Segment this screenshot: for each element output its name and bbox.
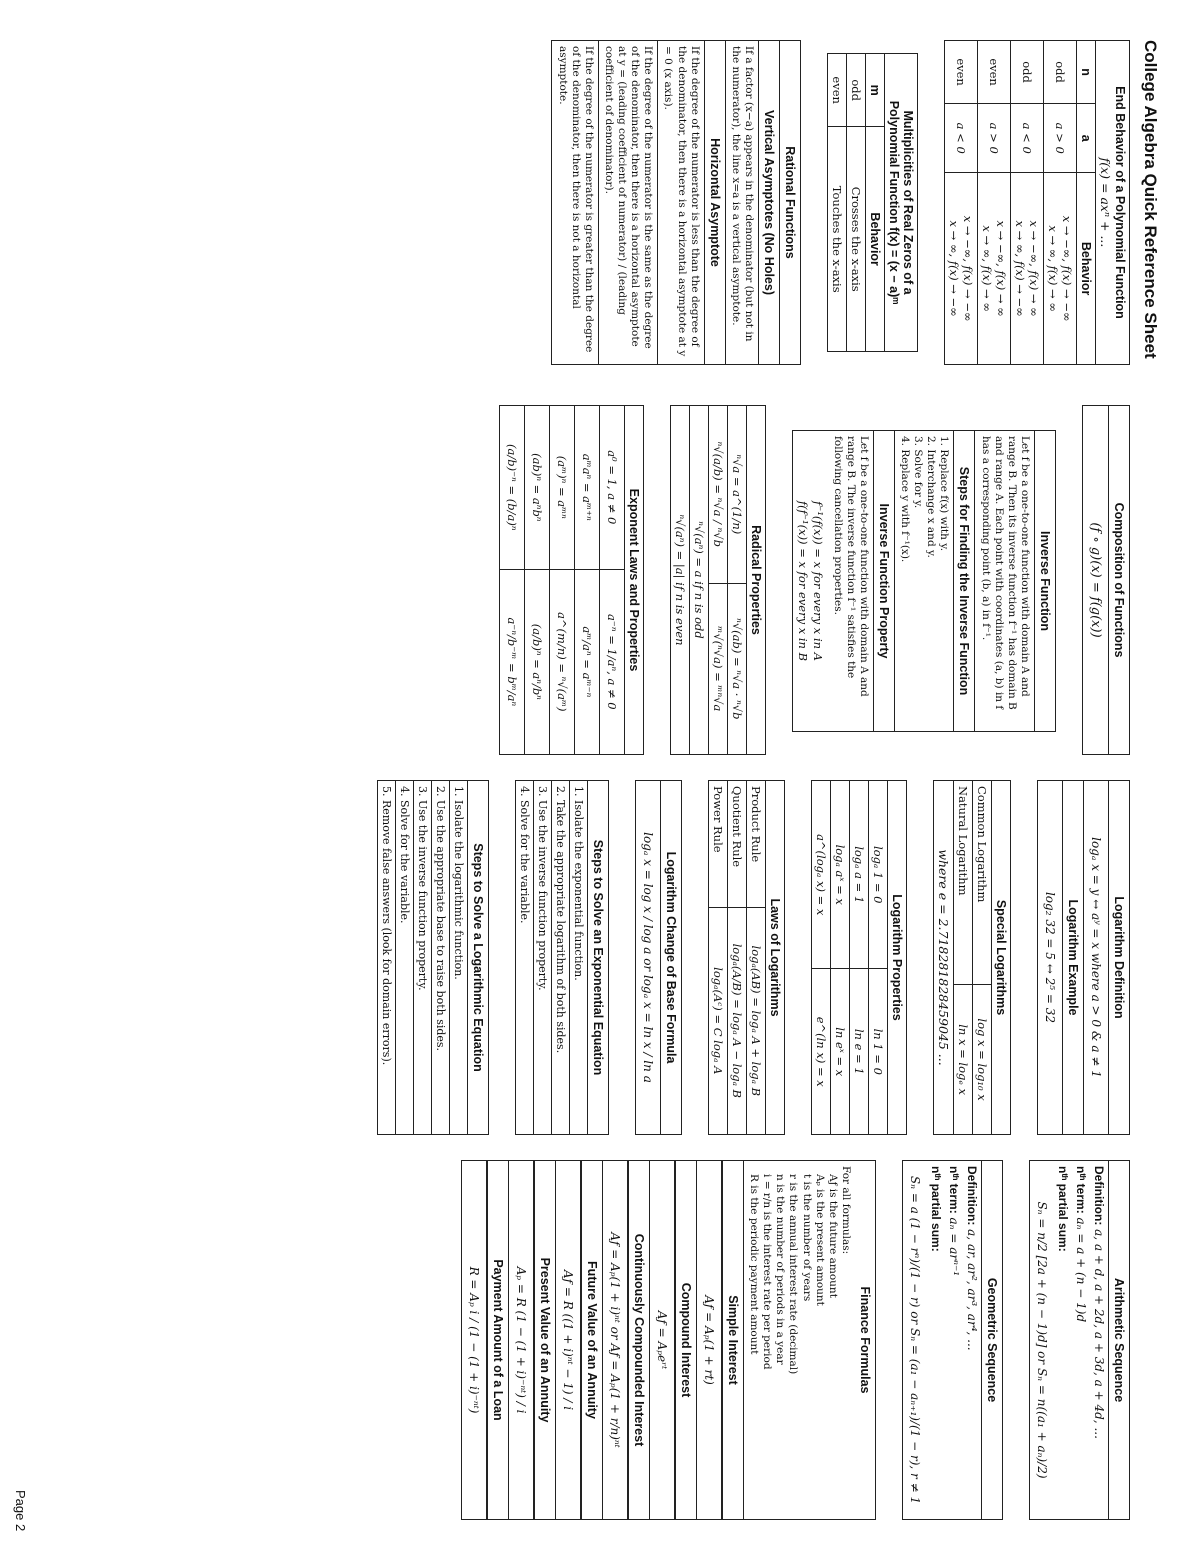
- table-row: [812, 781, 831, 1135]
- arithmetic-sequence-heading: Arithmetic Sequence: [1108, 1161, 1129, 1519]
- table-row: [524, 406, 549, 755]
- horizontal-asymptote-rule: If the degree of the numerator is less than the degree of the denominator, then there is a horizontal asymptote at y = 0 (x axis).: [662, 46, 701, 357]
- col-header-behavior: Behavior: [1077, 173, 1096, 365]
- table-row: [709, 781, 728, 1135]
- exponential-equation-heading: Steps to Solve an Exponential Equation: [587, 781, 608, 1134]
- cell-behavior: [945, 173, 978, 365]
- future-value-annuity-formula: Aƒ = R ((1 + i)ⁿᵗ − 1) / i: [556, 1161, 581, 1519]
- log-definition-box: [1037, 780, 1130, 1135]
- simple-interest-heading: Simple Interest: [722, 1161, 744, 1519]
- table-row: [599, 406, 624, 755]
- table-row: [747, 781, 766, 1135]
- col-header-behavior: Behavior: [866, 127, 885, 352]
- table-row: [954, 781, 973, 1135]
- radical-rule: ⁿ√(ab) = ⁿ√a · ⁿ√b: [727, 583, 746, 754]
- geometric-sequence-heading: Geometric Sequence: [981, 1161, 1002, 1519]
- log-property: e^(ln x) = x: [812, 969, 831, 1135]
- loan-payment-formula: R = Aₚ i / (1 − (1 + i)⁻ⁿᵗ): [462, 1161, 487, 1519]
- behavior-line: x → ∞, f(x) → ∞: [980, 225, 994, 312]
- log-properties-heading: Logarithm Properties: [888, 781, 907, 1135]
- radical-properties-table: [670, 405, 766, 755]
- exponent-rule: aᵐaⁿ = aᵐ⁺ⁿ: [574, 406, 599, 570]
- table-row: [847, 54, 866, 352]
- inverse-function-heading: Inverse Function: [1034, 431, 1055, 731]
- table-row: [670, 406, 689, 755]
- finance-variable: Aƒ is the future amount: [826, 1174, 839, 1298]
- log-law-name: Quotient Rule: [728, 781, 747, 908]
- finance-formulas-heading: Finance Formulas: [858, 1286, 872, 1394]
- multiplicities-title-line1: Multiplicities of Real Zeros of a: [901, 110, 915, 295]
- radical-rule: ⁿ√(aⁿ) = |a| if n is even: [670, 406, 689, 755]
- cell-n: odd: [1044, 41, 1077, 104]
- composition-box: [1082, 405, 1130, 755]
- cell-behavior: Crosses the x-axis: [847, 127, 866, 352]
- finance-intro: For all formulas:: [840, 1166, 852, 1255]
- log-example-heading: Logarithm Example: [1062, 781, 1084, 1134]
- definition-label: Definition:: [965, 1166, 979, 1226]
- table-row: [973, 781, 992, 1135]
- radical-rule: ⁿ√(a/b) = ⁿ√a / ⁿ√b: [708, 406, 727, 584]
- exponent-rule: aᵐ/aⁿ = aᵐ⁻ⁿ: [574, 569, 599, 754]
- end-behavior-table: [944, 40, 1130, 365]
- cell-behavior: Touches the x-axis: [828, 127, 847, 352]
- inverse-steps-heading: Steps for Finding the Inverse Function: [954, 431, 976, 731]
- log-property: a^(logₐ x) = x: [812, 781, 831, 969]
- nth-term-value: aₙ = arⁿ⁻¹: [947, 1217, 961, 1277]
- log-property: logₐ aˣ = x: [831, 781, 850, 969]
- inverse-property-text: Let f be a one-to-one function with domain A and range B. The inverse function f⁻¹ satisfies the following cancellation properties.: [831, 436, 870, 697]
- behavior-line: x → ∞, f(x) → −∞: [947, 220, 961, 317]
- behavior-line: x → ∞, f(x) → −∞: [1013, 220, 1027, 317]
- finance-variable: n is the number of periods in a year: [774, 1174, 787, 1365]
- table-row: [708, 406, 727, 755]
- log-law-formula: logₐ(A/B) = logₐ A − logₐ B: [728, 907, 747, 1134]
- inverse-function-text: Let f be a one-to-one function with domain A and range B. Then its inverse function f⁻¹ has domain B and range A. Each point with coordinates (a, b) in f has a corresponding point (b, a) in f⁻¹.: [979, 436, 1031, 710]
- table-row: [1011, 41, 1044, 365]
- cell-m: odd: [847, 54, 866, 127]
- exponent-rule: a⁰ = 1, a ≠ 0: [599, 406, 624, 570]
- exponent-laws-heading: Exponent Laws and Properties: [624, 406, 643, 755]
- rational-functions-box: [552, 40, 802, 365]
- table-row: [727, 406, 746, 755]
- arithmetic-partial-sum: [1054, 1161, 1072, 1519]
- end-behavior-heading: [1096, 41, 1130, 365]
- nth-term-label: nᵗʰ term:: [947, 1166, 961, 1214]
- radical-rule: ⁿ√(aⁿ) = a if n is odd: [689, 406, 708, 755]
- finance-variables: [744, 1161, 855, 1519]
- cell-a: a > 0: [1044, 104, 1077, 173]
- exponent-rule: a^(m/n) = ⁿ√(aᵐ): [549, 569, 574, 754]
- loan-payment-heading: Payment Amount of a Loan: [487, 1161, 509, 1519]
- change-of-base-box: [635, 780, 682, 1135]
- step-item: 4. Replace y with f⁻¹(x).: [899, 436, 912, 563]
- geometric-sequence-box: [902, 1160, 1003, 1520]
- inverse-property-formula: f⁻¹(f(x)) = x for every x in A: [810, 501, 825, 661]
- present-value-annuity-heading: Present Value of an Annuity: [534, 1161, 556, 1519]
- inverse-function-box: [792, 430, 1056, 732]
- step-item: 1. Isolate the exponential function.: [572, 786, 585, 981]
- geometric-partial-sum-formula: Sₙ = a (1 − rⁿ)/(1 − r) or Sₙ = (a₁ − aₙ₊₁)/(1 − r), r ≠ 1: [908, 1175, 922, 1505]
- log-name: Natural Logarithm: [954, 781, 973, 985]
- step-item: 1. Isolate the logarithmic function.: [452, 786, 465, 980]
- radical-rule: ⁿ√a = a^(1/n): [727, 406, 746, 584]
- horizontal-asymptote-rule: If the degree of the numerator is greater than the degree of the denominator, then there is not a horizontal asymptote.: [553, 41, 599, 364]
- behavior-line: x → ∞, f(x) → ∞: [1046, 225, 1060, 312]
- cell-a: a > 0: [978, 104, 1011, 173]
- page-number: Page 2: [13, 1490, 28, 1532]
- table-row: [831, 781, 850, 1135]
- exponent-rule: (a/b)⁻ⁿ = (b/a)ⁿ: [499, 406, 524, 570]
- simple-interest-formula: Aƒ = Aₚ(1 + rt): [697, 1161, 722, 1519]
- table-row: [850, 781, 869, 1135]
- logarithmic-equation-heading: Steps to Solve a Logarithmic Equation: [467, 781, 488, 1134]
- log-property: ln e = 1: [850, 969, 869, 1135]
- log-law-name: Power Rule: [709, 781, 728, 908]
- radical-properties-heading: Radical Properties: [746, 406, 765, 755]
- exponent-rule: (ab)ⁿ = aⁿbⁿ: [524, 406, 549, 570]
- table-row: [499, 406, 524, 755]
- log-formula: ln x = logₑ x: [954, 985, 973, 1135]
- compound-interest-heading: Compound Interest: [675, 1161, 697, 1519]
- horizontal-asymptote-rule: If the degree of the numerator is the same as the degree of the denominator, then there is a horizontal asymptote at y = (leading coefficient of numerator) / (leading coefficient of denominator).: [599, 41, 659, 364]
- col-header-m: m: [866, 54, 885, 127]
- change-of-base-heading: Logarithm Change of Base Formula: [660, 781, 681, 1134]
- page-title: College Algebra Quick Reference Sheet: [1141, 40, 1160, 359]
- table-row: [828, 54, 847, 352]
- multiplicities-title-line2: Polynomial Function f(x) = (x − a)ᵐ: [887, 100, 901, 305]
- geometric-partial-sum: [927, 1161, 945, 1519]
- cell-n: even: [978, 41, 1011, 104]
- arithmetic-sequence-box: [1029, 1160, 1130, 1520]
- inverse-property-formula: f(f⁻¹(x)) = x for every x in B: [796, 500, 811, 662]
- step-item: 1. Replace f(x) with y.: [938, 436, 951, 552]
- column-logarithms: [351, 780, 1130, 1135]
- inverse-property-heading: Inverse Function Property: [873, 431, 895, 731]
- table-row: [1044, 41, 1077, 365]
- step-item: 4. Solve for the variable.: [396, 781, 414, 1134]
- exponential-steps-list: [516, 781, 587, 1134]
- table-row: [574, 406, 599, 755]
- arithmetic-partial-sum-formula: Sₙ = n/2 [2a + (n − 1)d] or Sₙ = n((a₁ + aₙ)/2): [1035, 1201, 1049, 1479]
- finance-variable: R is the periodic payment amount: [748, 1174, 761, 1355]
- log-property: logₐ 1 = 0: [869, 781, 888, 969]
- log-law-formula: logₐ(Aᶜ) = C logₐ A: [709, 907, 728, 1134]
- step-item: 2. Interchange x and y.: [925, 436, 938, 558]
- geometric-nth-term: [945, 1161, 963, 1519]
- log-formula: log x = log₁₀ x: [973, 985, 992, 1135]
- finance-variable: t is the number of years: [800, 1174, 813, 1302]
- end-behavior-title: End Behavior of a Polynomial Function: [1113, 86, 1127, 319]
- cell-n: even: [945, 41, 978, 104]
- log-property: ln 1 = 0: [869, 969, 888, 1135]
- nth-term-label: nᵗʰ term:: [1074, 1166, 1088, 1214]
- multiplicities-table: [827, 53, 918, 352]
- exponential-equation-box: [515, 780, 609, 1135]
- composition-heading: Composition of Functions: [1108, 406, 1129, 754]
- horizontal-asymptote-heading: Horizontal Asymptote: [704, 41, 726, 364]
- arithmetic-definition: [1090, 1161, 1108, 1519]
- continuous-interest-formula: Aƒ = Aₚ(1 + i)ⁿᵗ or Aƒ = Aₚ(1 + r/n)ⁿᵗ: [603, 1161, 628, 1519]
- geometric-definition: [963, 1161, 981, 1519]
- step-item: 3. Use the inverse function property.: [534, 781, 552, 1134]
- step-item: 4. Solve for the variable.: [516, 781, 534, 1134]
- log-law-formula: logₐ(AB) = logₐ A + logₐ B: [747, 907, 766, 1134]
- cell-a: a < 0: [1011, 104, 1044, 173]
- behavior-line: x → −∞, f(x) → ∞: [1027, 220, 1041, 317]
- log-property: logₐ a = 1: [850, 781, 869, 969]
- compound-interest-formula: Aƒ = Aₚeʳᵗ: [650, 1161, 675, 1519]
- exponent-rule: (a/b)ⁿ = aⁿ/bⁿ: [524, 569, 549, 754]
- rational-functions-heading: Rational Functions: [779, 41, 800, 364]
- vertical-asymptotes-heading: Vertical Asymptotes (No Holes): [758, 41, 779, 364]
- cell-behavior: [1011, 173, 1044, 365]
- table-row: [869, 781, 888, 1135]
- log-definition-heading: Logarithm Definition: [1108, 781, 1129, 1134]
- log-property: ln eˣ = x: [831, 969, 850, 1135]
- step-item: 3. Use the inverse function property.: [414, 781, 432, 1134]
- radical-rule: ᵐ√(ⁿ√a) = ᵐⁿ√a: [708, 583, 727, 754]
- nth-term-value: aₙ = a + (n − 1)d: [1074, 1217, 1088, 1323]
- vertical-asymptotes-text: If a factor (x−a) appears in the denominator (but not in the numerator), the line x=a is a vertical asymptote.: [729, 46, 755, 342]
- log-definition-formula: logₐ x = y ↔ aʸ = x where a > 0 & a ≠ 1: [1089, 837, 1103, 1078]
- table-row: [945, 41, 978, 365]
- finance-variable: i = r/n is the interest rate per period: [761, 1174, 774, 1370]
- future-value-annuity-heading: Future Value of an Annuity: [581, 1161, 603, 1519]
- table-row: [934, 781, 954, 1135]
- cell-m: even: [828, 54, 847, 127]
- exponent-laws-table: [499, 405, 644, 755]
- table-row: [728, 781, 747, 1135]
- exponent-rule: a⁻ⁿ/b⁻ᵐ = bᵐ/aⁿ: [499, 569, 524, 754]
- log-example-formula: log₂ 32 = 5 ↔ 2⁵ = 32: [1043, 891, 1057, 1024]
- cell-behavior: [1044, 173, 1077, 365]
- end-behavior-function: f(x) = axⁿ + ...: [1098, 157, 1113, 248]
- composition-formula: (f ∘ g)(x) = f(g(x)): [1088, 522, 1103, 638]
- logarithmic-steps-list: [378, 781, 467, 1134]
- behavior-line: x → −∞, f(x) → −∞: [961, 215, 975, 322]
- column-functions: [473, 405, 1130, 755]
- definition-label: Definition:: [1092, 1166, 1106, 1226]
- inverse-steps-list: [895, 431, 954, 731]
- cell-behavior: [978, 173, 1011, 365]
- present-value-annuity-formula: Aₚ = R (1 − (1 + i)⁻ⁿᵗ) / i: [509, 1161, 534, 1519]
- partial-sum-label: nᵗʰ partial sum:: [1056, 1166, 1070, 1252]
- partial-sum-label: nᵗʰ partial sum:: [929, 1166, 943, 1252]
- arithmetic-nth-term: [1072, 1161, 1090, 1519]
- step-item: 2. Use the appropriate base to raise both sides.: [432, 781, 450, 1134]
- col-header-a: a: [1077, 104, 1096, 173]
- column-polynomials: [526, 40, 1131, 365]
- cell-a: a < 0: [945, 104, 978, 173]
- continuous-interest-heading: Continuously Compounded Interest: [628, 1161, 650, 1519]
- step-item: 5. Remove false answers (look for domain errors).: [378, 781, 396, 1134]
- table-row: [549, 406, 574, 755]
- table-row: [978, 41, 1011, 365]
- finance-variable: r is the annual interest rate (decimal): [787, 1174, 800, 1375]
- multiplicities-heading: [885, 54, 918, 352]
- table-row: [689, 406, 708, 755]
- finance-formulas-box: [461, 1160, 876, 1520]
- special-logs-table: [933, 780, 1011, 1135]
- step-item: 3. Solve for y.: [912, 436, 925, 509]
- step-item: 2. Take the appropriate logarithm of both sides.: [552, 781, 570, 1134]
- special-logs-heading: Special Logarithms: [992, 781, 1011, 1135]
- log-law-name: Product Rule: [747, 781, 766, 908]
- log-name: Common Logarithm: [973, 781, 992, 985]
- euler-number-line: where e = 2.718281828459045 ...: [934, 781, 954, 1135]
- cell-n: odd: [1011, 41, 1044, 104]
- exponent-rule: (aᵐ)ⁿ = aᵐⁿ: [549, 406, 574, 570]
- definition-value: a, ar, ar², ar³, ar⁴, ...: [965, 1229, 979, 1351]
- log-laws-heading: Laws of Logarithms: [766, 781, 785, 1135]
- logarithmic-equation-box: [377, 780, 489, 1135]
- column-sequences-finance: [435, 1160, 1130, 1520]
- exponent-rule: a⁻ⁿ = 1/aⁿ, a ≠ 0: [599, 569, 624, 754]
- log-laws-table: [708, 780, 785, 1135]
- behavior-line: x → −∞, f(x) → −∞: [1060, 215, 1074, 322]
- log-properties-table: [811, 780, 907, 1135]
- definition-value: a, a + d, a + 2d, a + 3d, a + 4d, ...: [1092, 1229, 1106, 1439]
- finance-variable: Aₚ is the present amount: [813, 1174, 826, 1306]
- behavior-line: x → −∞, f(x) → ∞: [994, 220, 1008, 317]
- col-header-n: n: [1077, 41, 1096, 104]
- change-of-base-formula: logₐ x = log x / log a or logₐ x = ln x / ln a: [641, 832, 655, 1083]
